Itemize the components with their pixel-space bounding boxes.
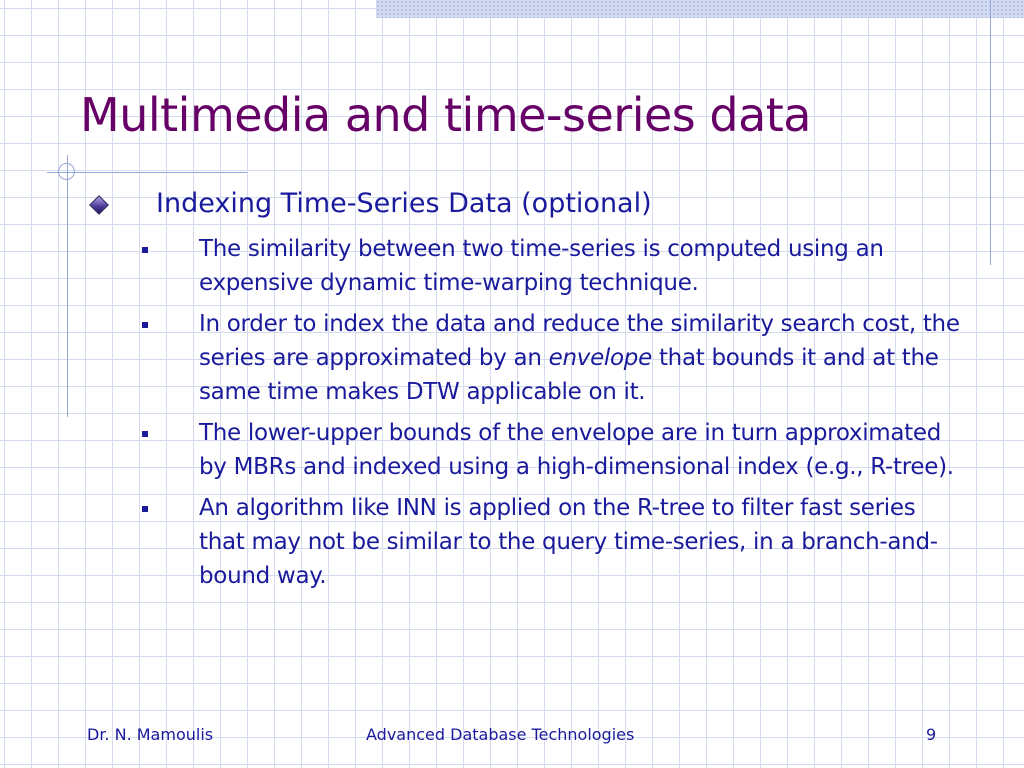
footer-page-number: 9 bbox=[926, 725, 937, 744]
square-bullet-icon bbox=[142, 506, 148, 512]
section-heading: Indexing Time-Series Data (optional) bbox=[156, 188, 652, 219]
slide-title: Multimedia and time-series data bbox=[80, 88, 811, 142]
footer-author: Dr. N. Mamoulis bbox=[87, 725, 214, 744]
bullet-text-after: that bounds it and at the same time makes DTW applicable on it. bbox=[199, 345, 939, 405]
bullet-item bbox=[140, 491, 960, 593]
bullet-item bbox=[140, 416, 960, 484]
footer-course: Advanced Database Technologies bbox=[366, 725, 635, 744]
bullet-text-before: In order to index the data and reduce the similarity search cost, the series are approximated by an bbox=[199, 311, 960, 371]
bullet-item bbox=[140, 232, 960, 300]
bullet-item bbox=[140, 307, 960, 409]
header-decor-band bbox=[376, 0, 1024, 18]
decor-title-underline bbox=[47, 172, 247, 173]
square-bullet-icon bbox=[142, 322, 148, 328]
square-bullet-icon bbox=[142, 431, 148, 437]
bullet-list bbox=[140, 232, 960, 600]
diamond-bullet-icon bbox=[89, 195, 109, 215]
bullet-text-emphasis: envelope bbox=[548, 345, 652, 371]
decor-vertical-line-left bbox=[67, 155, 68, 417]
square-bullet-icon bbox=[142, 247, 148, 253]
bullet-text: The similarity between two time-series is computed using an expensive dynamic time-warping technique. bbox=[199, 236, 884, 296]
bullet-text: An algorithm like INN is applied on the R-tree to filter fast series that may not be similar to the query time-series, in a branch-and-bound way. bbox=[199, 495, 938, 589]
decor-vertical-line-right bbox=[990, 0, 991, 265]
crosshair-circle-icon bbox=[58, 163, 75, 180]
bullet-text: The lower-upper bounds of the envelope are in turn approximated by MBRs and indexed using a high-dimensional index (e.g., R-tree). bbox=[199, 420, 954, 480]
